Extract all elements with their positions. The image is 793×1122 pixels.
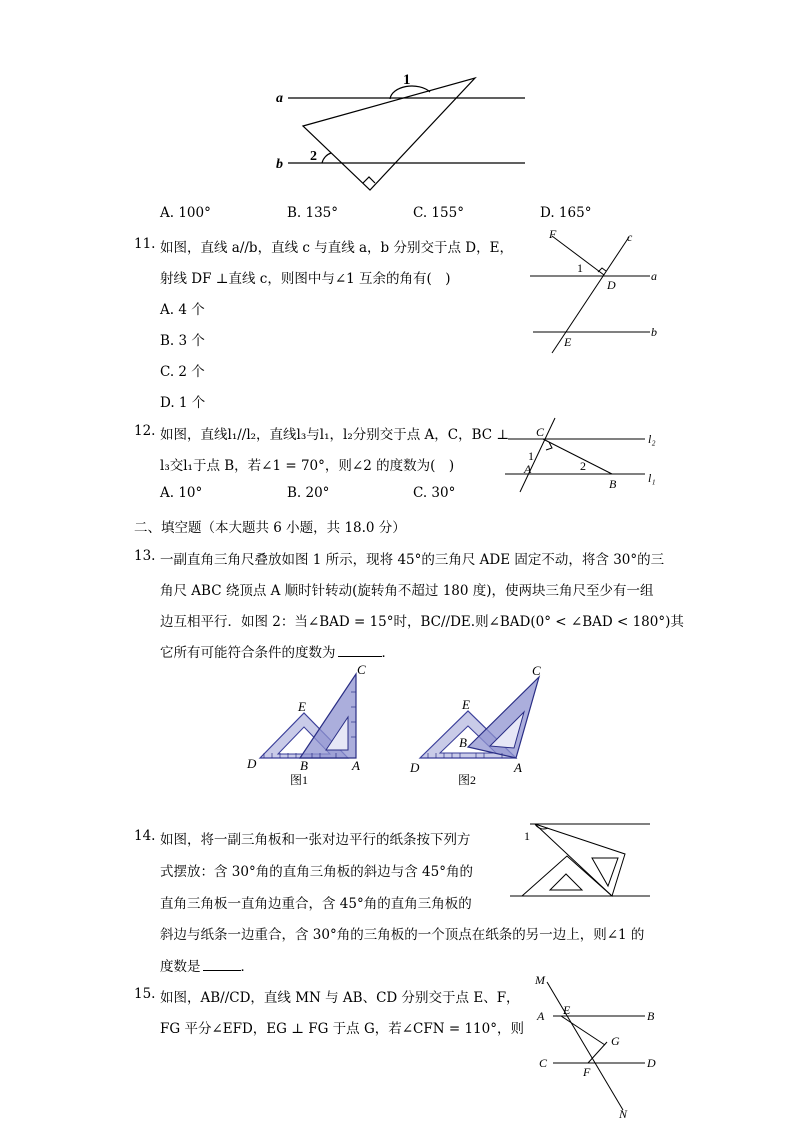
- angle2-arc: [322, 153, 331, 163]
- fig1-label-A: A: [352, 758, 360, 773]
- q12-option-b[interactable]: B. 20°: [287, 485, 330, 501]
- label-N: N: [619, 1107, 628, 1120]
- q13-text-line1: 一副直角三角尺叠放如图 1 所示，现将 45°的三角尺 ADE 固定不动，将含 30°的三: [160, 552, 665, 568]
- label-C: C: [536, 425, 545, 439]
- fig1-label-B: B: [300, 758, 308, 773]
- label-b: b: [276, 157, 283, 172]
- section2-heading: 二、填空题（本大题共 6 小题，共 18.0 分）: [134, 520, 406, 536]
- fig1-caption: 图1: [290, 773, 309, 787]
- label-B: B: [609, 477, 617, 491]
- q11-text-line2: 射线 DF ⊥直线 c，则图中与∠1 互余的角有( ): [160, 271, 451, 287]
- label-C: C: [539, 1056, 548, 1070]
- label-G: G: [611, 1034, 620, 1048]
- q12-option-c[interactable]: C. 30°: [413, 485, 456, 501]
- q11-text-line1: 如图，直线 a//b，直线 c 与直线 a，b 分别交于点 D，E，: [160, 240, 513, 256]
- fig1-label-E: E: [298, 699, 306, 714]
- fig2-label-E: E: [462, 697, 470, 712]
- segment-FG: [588, 1042, 607, 1063]
- label-D: D: [647, 1056, 656, 1070]
- q14-text-line3: 直角三角板一直角边重合，含 45°角的直角三角板的: [160, 896, 472, 912]
- label-b: b: [651, 325, 657, 339]
- q15-text-line2: FG 平分∠EFD，EG ⊥ FG 于点 G，若∠CFN = 110°，则: [160, 1021, 524, 1037]
- q12-number: 12.: [134, 423, 156, 439]
- q13-text-line4: 它所有可能符合条件的度数为 ．: [160, 645, 395, 661]
- q11-number: 11.: [134, 236, 156, 252]
- q15-number: 15.: [134, 986, 156, 1002]
- q15-figure: [525, 970, 665, 1120]
- segment-EG: [561, 1016, 605, 1045]
- label-2: 2: [580, 459, 586, 473]
- q13-text-line2: 角尺 ABC 绕顶点 A 顺时针转动(旋转角不超过 180 度)，使两块三角尺至少有一组: [160, 583, 654, 599]
- label-D: D: [607, 278, 616, 292]
- q13-text-line3: 边互相平行．如图 2：当∠BAD = 15°时，BC//DE.则∠BAD(0° < ∠BAD < 180°)其: [160, 614, 684, 630]
- triangle-30: [535, 824, 625, 896]
- label-l2: l₂: [648, 432, 656, 446]
- label-M: M: [535, 973, 545, 987]
- label-B: B: [647, 1009, 655, 1023]
- q10-option-b[interactable]: B. 135°: [287, 205, 339, 221]
- q10-option-a[interactable]: A. 100°: [160, 205, 211, 221]
- label-E: E: [563, 1003, 571, 1017]
- fig2-label-C: C: [532, 663, 541, 678]
- label-A: A: [537, 1009, 545, 1023]
- q10-option-c[interactable]: C. 155°: [413, 205, 464, 221]
- fig1-label-D: D: [247, 756, 257, 771]
- q14-text-line2: 式摆放：含 30°角的直角三角板的斜边与含 45°角的: [160, 864, 473, 880]
- q12-option-a[interactable]: A. 10°: [160, 485, 203, 501]
- fig2-label-B: B: [459, 735, 467, 750]
- q13-figure1: [244, 662, 374, 790]
- fig2-caption: 图2: [458, 773, 477, 787]
- q14-text-line5: 度数是 ．: [160, 959, 254, 975]
- fig2-label-A: A: [514, 760, 522, 775]
- label-1: 1: [528, 449, 534, 463]
- q11-option-a[interactable]: A. 4 个: [160, 302, 205, 318]
- q14-figure: [500, 812, 660, 904]
- label-angle2: 2: [310, 149, 317, 164]
- q10-option-d[interactable]: D. 165°: [540, 205, 592, 221]
- q13-number: 13.: [134, 548, 156, 564]
- label-E: E: [564, 335, 572, 349]
- fig1-label-C: C: [357, 662, 366, 677]
- label-a: a: [276, 91, 283, 106]
- label-c: c: [627, 230, 633, 244]
- q13-figure2: [404, 662, 554, 790]
- q12-text-line1: 如图，直线l₁//l₂，直线l₃与l₁，l₂分别交于点 A，C，BC ⊥: [160, 427, 510, 443]
- label-A: A: [524, 462, 532, 476]
- q11-figure: [525, 225, 665, 360]
- triangle: [303, 78, 475, 190]
- q14-text-line4: 斜边与纸条一边重合，含 30°角的三角板的一个顶点在纸条的另一边上，则∠1 的: [160, 927, 645, 943]
- q14-number: 14.: [134, 828, 156, 844]
- label-F: F: [549, 227, 557, 241]
- label-a: a: [651, 269, 657, 283]
- q11-option-d[interactable]: D. 1 个: [160, 395, 206, 411]
- q14-text-line1: 如图，将一副三角板和一张对边平行的纸条按下列方: [160, 832, 471, 848]
- label-1: 1: [577, 261, 583, 275]
- label-F: F: [583, 1065, 591, 1079]
- fig2-label-D: D: [410, 760, 420, 775]
- q13-answer-blank[interactable]: [338, 655, 382, 657]
- q10-figure: [270, 62, 535, 197]
- label-angle1: 1: [403, 72, 411, 88]
- q11-option-b[interactable]: B. 3 个: [160, 333, 205, 349]
- q11-option-c[interactable]: C. 2 个: [160, 364, 205, 380]
- q15-text-line1: 如图，AB//CD，直线 MN 与 AB、CD 分别交于点 E、F，: [160, 990, 520, 1006]
- label-1: 1: [524, 829, 530, 843]
- right-angle-mark: [363, 177, 375, 183]
- label-l1: l₁: [648, 471, 656, 485]
- q12-figure: [500, 412, 665, 494]
- q12-text-line2: l₃交l₁于点 B，若∠1 = 70°，则∠2 的度数为( ): [160, 458, 455, 474]
- q14-answer-blank[interactable]: [203, 969, 241, 971]
